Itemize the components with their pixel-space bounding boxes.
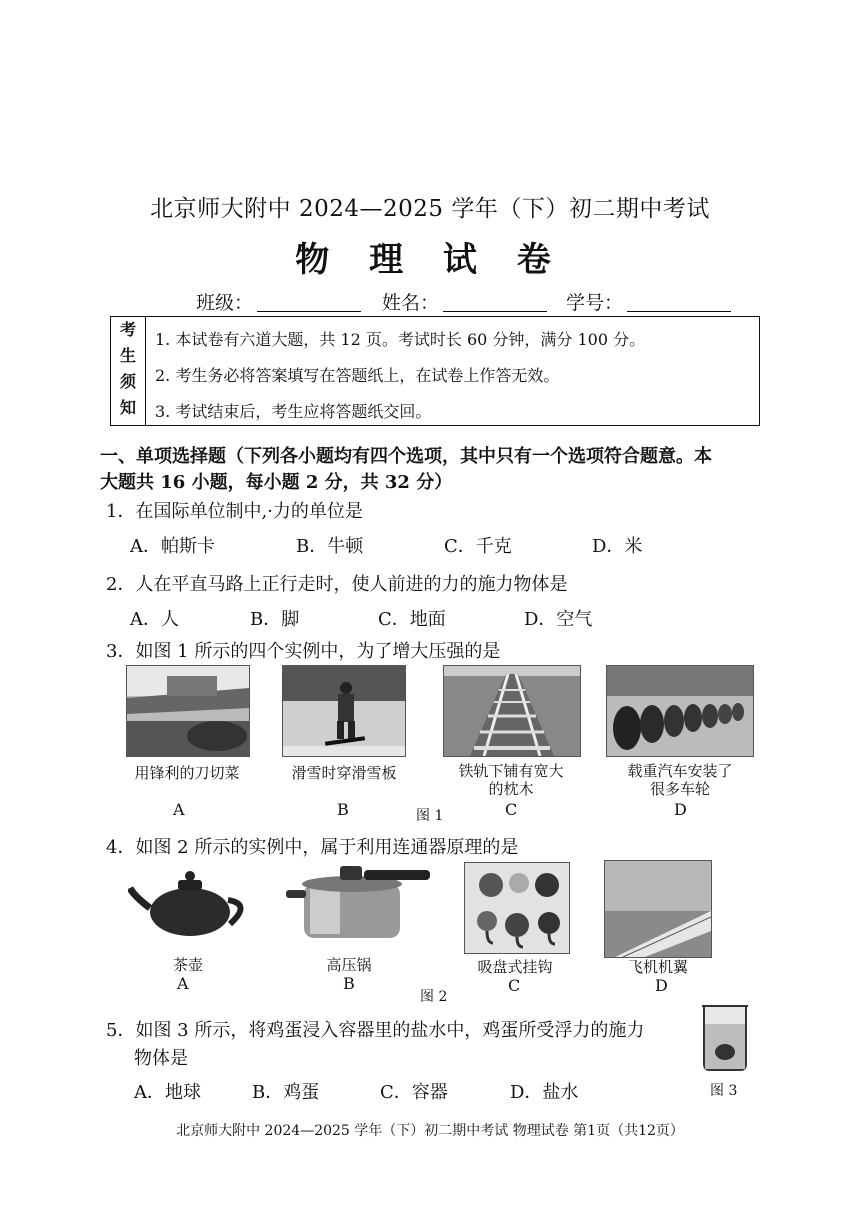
fig2-letter-b: B [343,974,355,993]
suction-hooks-image [464,862,570,954]
question-4-stem: 4．如图 2 所示的实例中，属于利用连通器原理的是 [106,837,519,858]
fig1-caption-c-line1: 铁轨下铺有宽大 [458,762,564,780]
fig1-letter-a: A [173,800,185,819]
q1-option-a: A．帕斯卡 [130,536,215,557]
notice-heading-char: 考 [119,320,136,339]
q1-option-b: B．牛顿 [296,536,364,557]
heavy-truck-wheels-image [606,665,754,757]
exam-title: 北京师大附中 2024—2025 学年（下）初二期中考试 [150,196,710,222]
student-id-field [566,288,731,315]
snowboard-image [282,665,406,757]
class-label: 班级： [196,292,254,314]
question-5-stem-line1: 5．如图 3 所示，将鸡蛋浸入容器里的盐水中，鸡蛋所受浮力的施力 [106,1020,645,1041]
fig2-letter-c: C [508,976,521,995]
q5-option-c: C．容器 [380,1082,448,1103]
figure-1-label: 图 1 [416,808,444,824]
q5-option-b: B．鸡蛋 [252,1082,320,1103]
fig2-letter-a: A [177,974,189,993]
class-field [196,288,361,315]
section-heading-line1: 一、单项选择题（下列各小题均有四个选项，其中只有一个选项符合题意。本 [100,446,712,467]
name-blank [443,297,547,312]
figure-2-label: 图 2 [420,989,448,1005]
notice-heading-char: 知 [119,398,136,417]
name-field [382,288,547,315]
knife-cutting-image [126,665,250,757]
figure-3-label: 图 3 [710,1083,738,1099]
student-id-blank [627,297,731,312]
q2-option-c: C．地面 [378,609,446,630]
class-blank [257,297,361,312]
question-1-stem: 1．在国际单位制中,·力的单位是 [106,501,363,522]
pressure-cooker-image [284,862,432,944]
notice-item: 3. 考试结束后，考生应将答题纸交回。 [155,402,432,421]
fig1-caption-a: 用锋利的刀切菜 [134,764,240,782]
q2-option-a: A．人 [130,609,179,630]
fig2-letter-d: D [655,976,668,995]
fig1-letter-b: B [337,800,349,819]
fig1-caption-d-line2: 很多车轮 [649,780,710,798]
fig1-letter-c: C [505,800,518,819]
fig2-caption-a: 茶壶 [172,956,203,974]
q1-option-d: D．米 [592,536,643,557]
fig2-caption-d: 飞机机翼 [627,958,688,976]
fig1-caption-c-line2: 的枕木 [488,780,534,798]
fig1-letter-d: D [674,800,687,819]
railway-track-image [443,665,581,757]
fig1-caption-d-line1: 载重汽车安装了 [627,762,733,780]
fig2-caption-b: 高压锅 [326,956,372,974]
student-id-label: 学号： [566,292,624,314]
q2-option-b: B．脚 [250,609,300,630]
name-label: 姓名： [382,292,440,314]
teapot-image [128,866,256,942]
section-heading-line2: 大题共 16 小题，每小题 2 分，共 32 分） [100,472,453,493]
notice-heading-char: 生 [119,346,136,365]
notice-box [110,316,760,426]
subject-title: 物 理 试 卷 [295,240,565,280]
beaker-egg-image [698,1002,752,1072]
question-2-stem: 2．人在平直马路上正行走时，使人前进的力的施力物体是 [106,574,568,595]
airplane-wing-image [604,860,712,958]
notice-item: 2. 考生务必将答案填写在答题纸上，在试卷上作答无效。 [155,366,560,385]
notice-item: 1. 本试卷有六道大题，共 12 页。考试时长 60 分钟，满分 100 分。 [155,330,646,349]
notice-heading-char: 须 [119,372,136,391]
question-3-stem: 3．如图 1 所示的四个实例中，为了增大压强的是 [106,641,501,662]
q1-option-c: C．千克 [444,536,512,557]
page-footer: 北京师大附中 2024—2025 学年（下）初二期中考试 物理试卷 第1页（共12页） [176,1123,684,1139]
fig2-caption-c: 吸盘式挂钩 [477,958,553,976]
q5-option-a: A．地球 [134,1082,201,1103]
q2-option-d: D．空气 [524,609,593,630]
fig1-caption-b: 滑雪时穿滑雪板 [291,764,397,782]
question-5-stem-line2: 物体是 [134,1048,188,1069]
q5-option-d: D．盐水 [510,1082,579,1103]
notice-heading [111,317,146,425]
